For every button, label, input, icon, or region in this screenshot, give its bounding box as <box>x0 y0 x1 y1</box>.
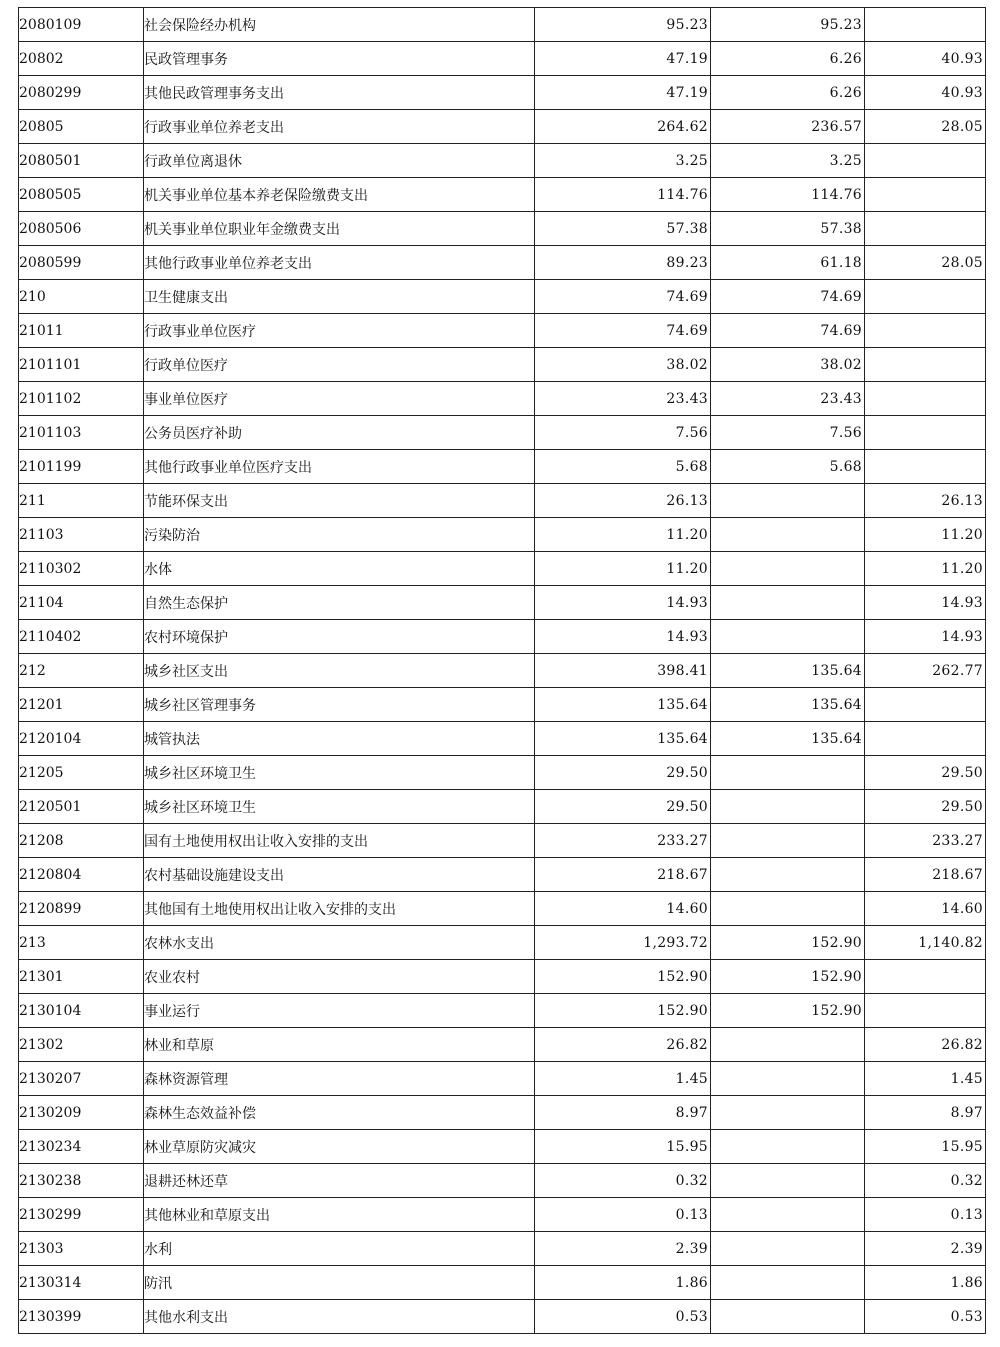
basic-expenditure-cell: 61.18 <box>711 246 865 280</box>
project-expenditure-cell <box>865 688 986 722</box>
total-amount-cell: 74.69 <box>535 280 711 314</box>
project-expenditure-cell: 233.27 <box>865 824 986 858</box>
project-expenditure-cell: 29.50 <box>865 756 986 790</box>
total-amount-cell: 152.90 <box>535 960 711 994</box>
table-row <box>19 110 986 144</box>
subject-code-cell: 2130104 <box>19 994 144 1028</box>
basic-expenditure-cell <box>711 552 865 586</box>
project-expenditure-cell: 0.13 <box>865 1198 986 1232</box>
project-expenditure-cell <box>865 280 986 314</box>
subject-code-cell: 2080501 <box>19 144 144 178</box>
table-row <box>19 620 986 654</box>
table-row <box>19 1232 986 1266</box>
project-expenditure-cell: 11.20 <box>865 552 986 586</box>
basic-expenditure-cell <box>711 1300 865 1334</box>
project-expenditure-cell <box>865 994 986 1028</box>
basic-expenditure-cell: 152.90 <box>711 994 865 1028</box>
table-row <box>19 1266 986 1300</box>
subject-name-cell: 公务员医疗补助 <box>144 416 535 450</box>
total-amount-cell: 47.19 <box>535 42 711 76</box>
project-expenditure-cell <box>865 144 986 178</box>
total-amount-cell: 15.95 <box>535 1130 711 1164</box>
subject-name-cell: 森林资源管理 <box>144 1062 535 1096</box>
subject-name-cell: 国有土地使用权出让收入安排的支出 <box>144 824 535 858</box>
subject-name-cell: 农林水支出 <box>144 926 535 960</box>
table-row <box>19 42 986 76</box>
subject-code-cell: 2120501 <box>19 790 144 824</box>
total-amount-cell: 11.20 <box>535 518 711 552</box>
basic-expenditure-cell: 5.68 <box>711 450 865 484</box>
table-row <box>19 926 986 960</box>
basic-expenditure-cell: 6.26 <box>711 42 865 76</box>
table-row <box>19 348 986 382</box>
subject-name-cell: 行政事业单位养老支出 <box>144 110 535 144</box>
total-amount-cell: 14.60 <box>535 892 711 926</box>
subject-name-cell: 城乡社区环境卫生 <box>144 756 535 790</box>
subject-code-cell: 2130207 <box>19 1062 144 1096</box>
table-row <box>19 1300 986 1334</box>
table-row <box>19 756 986 790</box>
total-amount-cell: 152.90 <box>535 994 711 1028</box>
subject-code-cell: 21201 <box>19 688 144 722</box>
basic-expenditure-cell <box>711 1266 865 1300</box>
total-amount-cell: 38.02 <box>535 348 711 382</box>
basic-expenditure-cell: 114.76 <box>711 178 865 212</box>
total-amount-cell: 135.64 <box>535 722 711 756</box>
subject-name-cell: 机关事业单位基本养老保险缴费支出 <box>144 178 535 212</box>
subject-code-cell: 2120899 <box>19 892 144 926</box>
project-expenditure-cell: 11.20 <box>865 518 986 552</box>
project-expenditure-cell: 14.60 <box>865 892 986 926</box>
table-row <box>19 178 986 212</box>
basic-expenditure-cell: 23.43 <box>711 382 865 416</box>
subject-name-cell: 其他民政管理事务支出 <box>144 76 535 110</box>
subject-name-cell: 事业运行 <box>144 994 535 1028</box>
subject-name-cell: 行政事业单位医疗 <box>144 314 535 348</box>
table-row <box>19 518 986 552</box>
project-expenditure-cell: 0.53 <box>865 1300 986 1334</box>
basic-expenditure-cell <box>711 620 865 654</box>
total-amount-cell: 5.68 <box>535 450 711 484</box>
basic-expenditure-cell <box>711 1028 865 1062</box>
table-row <box>19 484 986 518</box>
basic-expenditure-cell <box>711 518 865 552</box>
table-row <box>19 654 986 688</box>
subject-name-cell: 其他林业和草原支出 <box>144 1198 535 1232</box>
total-amount-cell: 26.13 <box>535 484 711 518</box>
subject-name-cell: 污染防治 <box>144 518 535 552</box>
subject-code-cell: 2130234 <box>19 1130 144 1164</box>
table-row <box>19 314 986 348</box>
table-row <box>19 552 986 586</box>
total-amount-cell: 29.50 <box>535 790 711 824</box>
total-amount-cell: 0.53 <box>535 1300 711 1334</box>
total-amount-cell: 1.86 <box>535 1266 711 1300</box>
table-row <box>19 1130 986 1164</box>
subject-code-cell: 21011 <box>19 314 144 348</box>
basic-expenditure-cell <box>711 790 865 824</box>
project-expenditure-cell: 1.86 <box>865 1266 986 1300</box>
basic-expenditure-cell <box>711 1096 865 1130</box>
subject-name-cell: 水体 <box>144 552 535 586</box>
basic-expenditure-cell <box>711 824 865 858</box>
total-amount-cell: 0.13 <box>535 1198 711 1232</box>
basic-expenditure-cell: 152.90 <box>711 926 865 960</box>
subject-name-cell: 林业和草原 <box>144 1028 535 1062</box>
basic-expenditure-cell: 57.38 <box>711 212 865 246</box>
project-expenditure-cell <box>865 382 986 416</box>
basic-expenditure-cell: 135.64 <box>711 722 865 756</box>
subject-code-cell: 2101101 <box>19 348 144 382</box>
table-row <box>19 246 986 280</box>
basic-expenditure-cell <box>711 586 865 620</box>
subject-code-cell: 20805 <box>19 110 144 144</box>
subject-name-cell: 防汛 <box>144 1266 535 1300</box>
basic-expenditure-cell <box>711 1164 865 1198</box>
basic-expenditure-cell: 95.23 <box>711 8 865 42</box>
table-row <box>19 858 986 892</box>
project-expenditure-cell: 2.39 <box>865 1232 986 1266</box>
subject-name-cell: 农村基础设施建设支出 <box>144 858 535 892</box>
basic-expenditure-cell <box>711 1062 865 1096</box>
basic-expenditure-cell: 152.90 <box>711 960 865 994</box>
subject-code-cell: 2080599 <box>19 246 144 280</box>
subject-name-cell: 节能环保支出 <box>144 484 535 518</box>
subject-code-cell: 2080109 <box>19 8 144 42</box>
subject-code-cell: 20802 <box>19 42 144 76</box>
project-expenditure-cell <box>865 960 986 994</box>
project-expenditure-cell: 14.93 <box>865 586 986 620</box>
subject-name-cell: 社会保险经办机构 <box>144 8 535 42</box>
project-expenditure-cell: 29.50 <box>865 790 986 824</box>
subject-code-cell: 211 <box>19 484 144 518</box>
subject-code-cell: 2101102 <box>19 382 144 416</box>
table-row <box>19 892 986 926</box>
total-amount-cell: 26.82 <box>535 1028 711 1062</box>
subject-code-cell: 2120104 <box>19 722 144 756</box>
subject-code-cell: 210 <box>19 280 144 314</box>
subject-code-cell: 21302 <box>19 1028 144 1062</box>
project-expenditure-cell: 26.82 <box>865 1028 986 1062</box>
total-amount-cell: 114.76 <box>535 178 711 212</box>
project-expenditure-cell: 14.93 <box>865 620 986 654</box>
table-row <box>19 416 986 450</box>
total-amount-cell: 1,293.72 <box>535 926 711 960</box>
total-amount-cell: 23.43 <box>535 382 711 416</box>
project-expenditure-cell <box>865 348 986 382</box>
subject-code-cell: 2130314 <box>19 1266 144 1300</box>
table-row <box>19 76 986 110</box>
total-amount-cell: 95.23 <box>535 8 711 42</box>
project-expenditure-cell <box>865 416 986 450</box>
project-expenditure-cell: 40.93 <box>865 76 986 110</box>
project-expenditure-cell <box>865 212 986 246</box>
subject-name-cell: 民政管理事务 <box>144 42 535 76</box>
total-amount-cell: 3.25 <box>535 144 711 178</box>
subject-code-cell: 2101103 <box>19 416 144 450</box>
basic-expenditure-cell: 6.26 <box>711 76 865 110</box>
basic-expenditure-cell <box>711 756 865 790</box>
total-amount-cell: 2.39 <box>535 1232 711 1266</box>
subject-code-cell: 21103 <box>19 518 144 552</box>
table-row <box>19 722 986 756</box>
subject-name-cell: 其他水利支出 <box>144 1300 535 1334</box>
subject-name-cell: 其他行政事业单位医疗支出 <box>144 450 535 484</box>
basic-expenditure-cell <box>711 1198 865 1232</box>
subject-code-cell: 21205 <box>19 756 144 790</box>
project-expenditure-cell: 8.97 <box>865 1096 986 1130</box>
subject-name-cell: 其他行政事业单位养老支出 <box>144 246 535 280</box>
subject-code-cell: 2080505 <box>19 178 144 212</box>
basic-expenditure-cell: 74.69 <box>711 280 865 314</box>
table-row <box>19 688 986 722</box>
table-row <box>19 450 986 484</box>
table-row <box>19 994 986 1028</box>
total-amount-cell: 264.62 <box>535 110 711 144</box>
basic-expenditure-cell <box>711 892 865 926</box>
project-expenditure-cell: 1,140.82 <box>865 926 986 960</box>
project-expenditure-cell: 28.05 <box>865 246 986 280</box>
basic-expenditure-cell: 236.57 <box>711 110 865 144</box>
subject-code-cell: 2130238 <box>19 1164 144 1198</box>
subject-name-cell: 城乡社区环境卫生 <box>144 790 535 824</box>
total-amount-cell: 11.20 <box>535 552 711 586</box>
subject-code-cell: 2080506 <box>19 212 144 246</box>
basic-expenditure-cell: 38.02 <box>711 348 865 382</box>
total-amount-cell: 14.93 <box>535 586 711 620</box>
total-amount-cell: 135.64 <box>535 688 711 722</box>
total-amount-cell: 14.93 <box>535 620 711 654</box>
total-amount-cell: 1.45 <box>535 1062 711 1096</box>
total-amount-cell: 47.19 <box>535 76 711 110</box>
total-amount-cell: 218.67 <box>535 858 711 892</box>
table-row <box>19 1028 986 1062</box>
table-row <box>19 1164 986 1198</box>
subject-name-cell: 自然生态保护 <box>144 586 535 620</box>
table-row <box>19 144 986 178</box>
total-amount-cell: 7.56 <box>535 416 711 450</box>
total-amount-cell: 74.69 <box>535 314 711 348</box>
basic-expenditure-cell <box>711 858 865 892</box>
table-row <box>19 382 986 416</box>
subject-name-cell: 城乡社区支出 <box>144 654 535 688</box>
basic-expenditure-cell: 3.25 <box>711 144 865 178</box>
subject-name-cell: 机关事业单位职业年金缴费支出 <box>144 212 535 246</box>
subject-name-cell: 农村环境保护 <box>144 620 535 654</box>
project-expenditure-cell: 28.05 <box>865 110 986 144</box>
subject-code-cell: 21104 <box>19 586 144 620</box>
subject-name-cell: 卫生健康支出 <box>144 280 535 314</box>
total-amount-cell: 89.23 <box>535 246 711 280</box>
subject-code-cell: 2110402 <box>19 620 144 654</box>
basic-expenditure-cell: 135.64 <box>711 654 865 688</box>
project-expenditure-cell <box>865 450 986 484</box>
subject-code-cell: 21303 <box>19 1232 144 1266</box>
table-row <box>19 790 986 824</box>
table-row <box>19 280 986 314</box>
project-expenditure-cell <box>865 314 986 348</box>
project-expenditure-cell: 1.45 <box>865 1062 986 1096</box>
subject-code-cell: 2130299 <box>19 1198 144 1232</box>
basic-expenditure-cell: 7.56 <box>711 416 865 450</box>
total-amount-cell: 57.38 <box>535 212 711 246</box>
table-row <box>19 960 986 994</box>
subject-name-cell: 事业单位医疗 <box>144 382 535 416</box>
project-expenditure-cell: 26.13 <box>865 484 986 518</box>
subject-code-cell: 2080299 <box>19 76 144 110</box>
subject-code-cell: 2130209 <box>19 1096 144 1130</box>
subject-code-cell: 21208 <box>19 824 144 858</box>
table-row <box>19 1062 986 1096</box>
basic-expenditure-cell <box>711 1232 865 1266</box>
basic-expenditure-cell <box>711 484 865 518</box>
total-amount-cell: 398.41 <box>535 654 711 688</box>
subject-name-cell: 城管执法 <box>144 722 535 756</box>
project-expenditure-cell: 262.77 <box>865 654 986 688</box>
subject-name-cell: 退耕还林还草 <box>144 1164 535 1198</box>
total-amount-cell: 29.50 <box>535 756 711 790</box>
table-body <box>19 8 986 1334</box>
budget-expenditure-table <box>18 7 986 1334</box>
total-amount-cell: 0.32 <box>535 1164 711 1198</box>
project-expenditure-cell <box>865 178 986 212</box>
basic-expenditure-cell: 135.64 <box>711 688 865 722</box>
table-row <box>19 212 986 246</box>
basic-expenditure-cell <box>711 1130 865 1164</box>
subject-name-cell: 城乡社区管理事务 <box>144 688 535 722</box>
table-row <box>19 824 986 858</box>
project-expenditure-cell: 218.67 <box>865 858 986 892</box>
subject-code-cell: 213 <box>19 926 144 960</box>
subject-name-cell: 农业农村 <box>144 960 535 994</box>
table-row <box>19 586 986 620</box>
project-expenditure-cell <box>865 722 986 756</box>
subject-code-cell: 2120804 <box>19 858 144 892</box>
subject-name-cell: 水利 <box>144 1232 535 1266</box>
subject-code-cell: 2110302 <box>19 552 144 586</box>
subject-name-cell: 行政单位医疗 <box>144 348 535 382</box>
project-expenditure-cell <box>865 8 986 42</box>
table-row <box>19 8 986 42</box>
subject-name-cell: 森林生态效益补偿 <box>144 1096 535 1130</box>
subject-code-cell: 21301 <box>19 960 144 994</box>
total-amount-cell: 233.27 <box>535 824 711 858</box>
project-expenditure-cell: 40.93 <box>865 42 986 76</box>
table-row <box>19 1096 986 1130</box>
subject-name-cell: 林业草原防灾减灾 <box>144 1130 535 1164</box>
basic-expenditure-cell: 74.69 <box>711 314 865 348</box>
subject-code-cell: 212 <box>19 654 144 688</box>
subject-name-cell: 行政单位离退休 <box>144 144 535 178</box>
project-expenditure-cell: 15.95 <box>865 1130 986 1164</box>
subject-name-cell: 其他国有土地使用权出让收入安排的支出 <box>144 892 535 926</box>
subject-code-cell: 2101199 <box>19 450 144 484</box>
table-row <box>19 1198 986 1232</box>
project-expenditure-cell: 0.32 <box>865 1164 986 1198</box>
subject-code-cell: 2130399 <box>19 1300 144 1334</box>
total-amount-cell: 8.97 <box>535 1096 711 1130</box>
